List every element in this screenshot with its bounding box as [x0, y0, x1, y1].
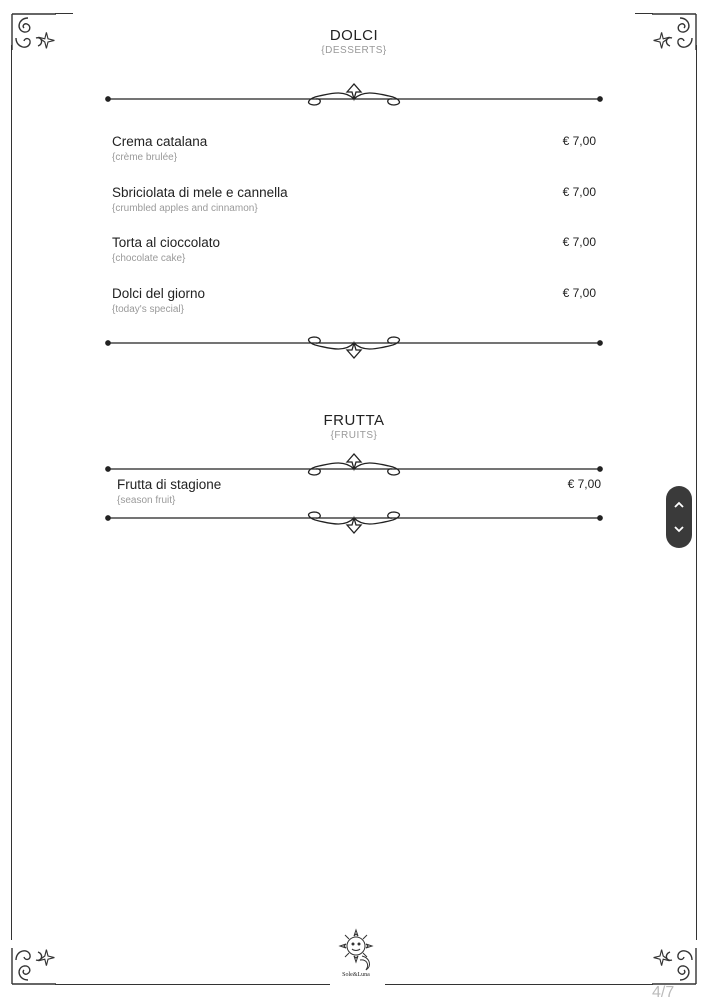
section-subtitle-frutta: {FRUITS} [330, 430, 378, 441]
menu-item [112, 134, 596, 163]
menu-item [117, 477, 601, 506]
item-name: Dolci del giorno [112, 286, 206, 301]
frame-border-bottom-right [385, 984, 653, 985]
menu-item [112, 235, 596, 264]
item-price: € 7,00 [562, 286, 596, 300]
item-description: {season fruit} [117, 495, 176, 506]
ornamental-divider-icon [104, 328, 604, 358]
item-price: € 7,00 [562, 235, 596, 249]
menu-item [112, 286, 596, 315]
item-price: € 7,00 [567, 477, 601, 491]
corner-ornament-bottom-left-icon [8, 928, 68, 988]
frame-border-right [696, 45, 697, 940]
item-price: € 7,00 [562, 134, 596, 148]
item-name: Sbriciolata di mele e cannella [112, 185, 288, 200]
item-description: {crème brulée} [112, 152, 178, 163]
ornamental-divider-icon [104, 503, 604, 533]
item-description: {chocolate cake} [112, 253, 186, 264]
frame-border-left [11, 45, 12, 940]
page-indicator: 4/7 [652, 984, 675, 1001]
ornamental-divider-icon [104, 84, 604, 114]
item-name: Crema catalana [112, 134, 208, 149]
item-price: € 7,00 [562, 185, 596, 199]
item-name: Torta al cioccolato [112, 235, 221, 250]
page-scroller[interactable] [666, 486, 692, 548]
item-description: {today's special} [112, 304, 184, 315]
section-subtitle-dolci: {DESSERTS} [321, 45, 387, 56]
corner-ornament-bottom-right-icon [640, 928, 700, 988]
chevron-down-icon[interactable] [666, 516, 692, 542]
section-title-frutta: FRUTTA [323, 412, 385, 429]
chevron-up-icon[interactable] [666, 492, 692, 518]
frame-border-bottom-left [55, 984, 330, 985]
item-description: {crumbled apples and cinnamon} [112, 203, 258, 214]
logo-text: Sole&Luna [342, 972, 370, 978]
section-title-dolci: DOLCI [329, 27, 379, 44]
menu-item [112, 185, 596, 214]
item-name: Frutta di stagione [117, 477, 222, 492]
